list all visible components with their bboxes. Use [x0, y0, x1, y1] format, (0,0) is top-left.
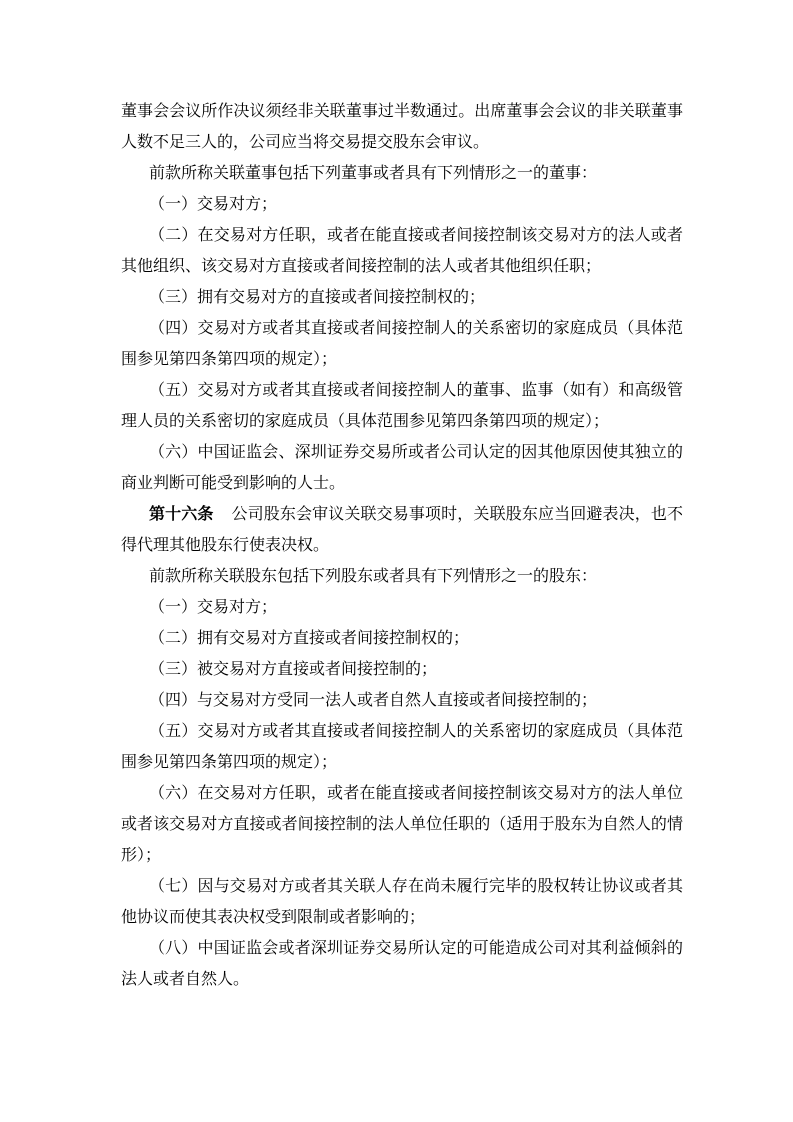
paragraph-article-16 [121, 499, 683, 561]
paragraph-text: （一）交易对方； [149, 599, 278, 616]
paragraph-text: （六）在交易对方任职，或者在能直接或者间接控制该交易对方的法人单位或者该交易对方直接或者间接控制的法人单位任职的（适用于股东为自然人的情形）； [121, 785, 683, 864]
paragraph-text: （一）交易对方； [149, 196, 278, 213]
list-item [121, 592, 683, 623]
list-item [121, 437, 683, 499]
paragraph-text: （七）因与交易对方或者其关联人存在尚未履行完毕的股权转让协议或者其他协议而使其表决权受到限制或者影响的； [121, 878, 683, 926]
list-item [121, 313, 683, 375]
paragraph [121, 561, 683, 592]
article-number: 第十六条 [149, 506, 214, 523]
paragraph-text: 前款所称关联股东包括下列股东或者具有下列情形之一的股东： [149, 568, 598, 585]
paragraph-text: （六）中国证监会、深圳证券交易所或者公司认定的因其他原因使其独立的商业判断可能受到影响的人士。 [121, 444, 683, 492]
paragraph-text: （二）在交易对方任职，或者在能直接或者间接控制该交易对方的法人或者其他组织、该交易对方直接或者间接控制的法人或者其他组织任职； [121, 227, 683, 275]
list-item [121, 654, 683, 685]
paragraph-text: 公司股东会审议关联交易事项时，关联股东应当回避表决，也不得代理其他股东行使表决权。 [121, 506, 683, 554]
paragraph-text: （三）被交易对方直接或者间接控制的； [149, 661, 438, 678]
list-item [121, 871, 683, 933]
paragraph-text: （四）与交易对方受同一法人或者自然人直接或者间接控制的； [149, 692, 598, 709]
list-item [121, 716, 683, 778]
list-item [121, 282, 683, 313]
paragraph [121, 158, 683, 189]
list-item [121, 778, 683, 871]
paragraph [121, 96, 683, 158]
list-item [121, 623, 683, 654]
paragraph-text: （五）交易对方或者其直接或者间接控制人的董事、监事（如有）和高级管理人员的关系密切的家庭成员（具体范围参见第四条第四项的规定）； [121, 382, 683, 430]
paragraph-text: 前款所称关联董事包括下列董事或者具有下列情形之一的董事： [149, 165, 598, 182]
list-item [121, 220, 683, 282]
list-item [121, 375, 683, 437]
paragraph-text: （八）中国证监会或者深圳证券交易所认定的可能造成公司对其利益倾斜的法人或者自然人。 [121, 940, 683, 988]
paragraph-text: （二）拥有交易对方直接或者间接控制权的； [149, 630, 470, 647]
list-item [121, 685, 683, 716]
list-item [121, 189, 683, 220]
paragraph-text: 董事会会议所作决议须经非关联董事过半数通过。出席董事会会议的非关联董事人数不足三人的，公司应当将交易提交股东会审议。 [121, 103, 683, 151]
paragraph-text: （四）交易对方或者其直接或者间接控制人的关系密切的家庭成员（具体范围参见第四条第四项的规定）； [121, 320, 683, 368]
list-item [121, 933, 683, 995]
paragraph-text: （五）交易对方或者其直接或者间接控制人的关系密切的家庭成员（具体范围参见第四条第四项的规定）； [121, 723, 683, 771]
paragraph-text: （三）拥有交易对方的直接或者间接控制权的； [149, 289, 486, 306]
